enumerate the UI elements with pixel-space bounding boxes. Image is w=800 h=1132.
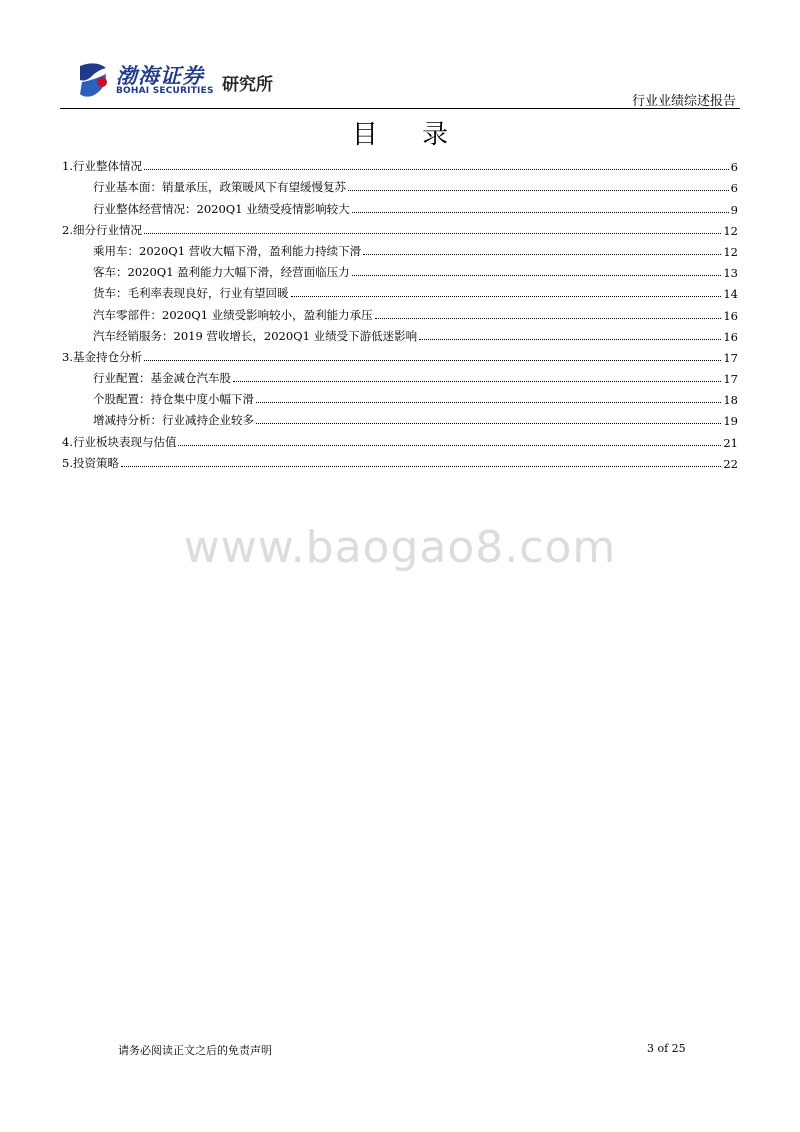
toc-subsection-entry[interactable] bbox=[62, 195, 738, 216]
toc-dot-leader bbox=[352, 212, 729, 213]
toc-page-number: 12 bbox=[723, 223, 738, 238]
toc-dot-leader bbox=[121, 466, 721, 467]
toc-entry-text: 增减持分析：行业减持企业较多 bbox=[93, 413, 254, 428]
toc-page-number: 12 bbox=[723, 244, 738, 259]
toc-section-entry[interactable] bbox=[62, 153, 738, 174]
toc-subsection-entry[interactable] bbox=[62, 238, 738, 259]
toc-dot-leader bbox=[348, 190, 729, 191]
toc-subsection-entry[interactable] bbox=[62, 174, 738, 195]
toc-entry-text: 客车：2020Q1 盈利能力大幅下滑，经营面临压力 bbox=[93, 265, 350, 280]
toc-page-number: 6 bbox=[730, 181, 738, 196]
toc-page-number: 18 bbox=[723, 393, 738, 408]
footer-page-number: 3 of 25 bbox=[647, 1042, 686, 1055]
header-divider bbox=[60, 108, 740, 109]
toc-subsection-entry[interactable] bbox=[62, 365, 738, 386]
toc-dot-leader bbox=[233, 381, 721, 382]
toc-entry-text: 货车：毛利率表现良好，行业有望回暖 bbox=[93, 286, 289, 301]
toc-dot-leader bbox=[419, 339, 721, 340]
toc-page-number: 19 bbox=[723, 414, 738, 429]
toc-subsection-entry[interactable] bbox=[62, 386, 738, 407]
toc-page-number: 22 bbox=[723, 456, 738, 471]
watermark: www.baogao8.com bbox=[183, 522, 617, 573]
toc-entry-text: 汽车经销服务：2019 营收增长，2020Q1 业绩受下游低迷影响 bbox=[93, 328, 418, 343]
toc-section-entry[interactable] bbox=[62, 344, 738, 365]
toc-page-number: 16 bbox=[723, 308, 738, 323]
toc-entry-text: 汽车零部件：2020Q1 业绩受影响较小，盈利能力承压 bbox=[93, 307, 373, 322]
toc-page-number: 13 bbox=[723, 266, 738, 281]
toc-dot-leader bbox=[256, 423, 721, 424]
toc-entry-text: 个股配置：持仓集中度小幅下滑 bbox=[93, 392, 254, 407]
toc-entry-text: 行业整体经营情况：2020Q1 业绩受疫情影响较大 bbox=[93, 201, 350, 216]
toc-dot-leader bbox=[178, 445, 721, 446]
institute-label: 研究所 bbox=[222, 75, 273, 95]
toc-dot-leader bbox=[256, 402, 721, 403]
toc-dot-leader bbox=[375, 318, 722, 319]
toc-entry-text: 4.行业板块表现与估值 bbox=[62, 434, 177, 449]
toc-page-number: 21 bbox=[723, 435, 738, 450]
toc-entry-text: 行业配置：基金减仓汽车股 bbox=[93, 371, 231, 386]
toc-dot-leader bbox=[363, 254, 721, 255]
toc-entry-text: 行业基本面：销量承压，政策暖风下有望缓慢复苏 bbox=[93, 180, 346, 195]
toc-entry-text: 乘用车：2020Q1 营收大幅下滑，盈利能力持续下滑 bbox=[93, 243, 362, 258]
toc-page-number: 17 bbox=[723, 350, 738, 365]
toc-subsection-entry[interactable] bbox=[62, 407, 738, 428]
toc-dot-leader bbox=[144, 169, 729, 170]
toc-page-number: 9 bbox=[730, 202, 738, 217]
toc-page-number: 14 bbox=[723, 287, 738, 302]
toc-entry-text: 3.基金持仓分析 bbox=[62, 349, 142, 364]
toc-dot-leader bbox=[144, 360, 721, 361]
toc-entry-text: 2.细分行业情况 bbox=[62, 222, 142, 237]
toc-page-number: 16 bbox=[723, 329, 738, 344]
report-header bbox=[72, 52, 740, 110]
toc-page-number: 17 bbox=[723, 372, 738, 387]
toc-entry-text: 1.行业整体情况 bbox=[62, 159, 142, 174]
footer-disclaimer: 请务必阅读正文之后的免责声明 bbox=[118, 1044, 272, 1057]
report-type-label: 行业业绩综述报告 bbox=[631, 94, 736, 109]
toc-entry-text: 5.投资策略 bbox=[62, 455, 119, 470]
toc-section-entry[interactable] bbox=[62, 450, 738, 471]
logo-english-name: BOHAI SECURITIES bbox=[116, 86, 214, 96]
toc-section-entry[interactable] bbox=[62, 428, 738, 449]
bohai-logo-icon bbox=[76, 60, 110, 100]
toc-page-number: 6 bbox=[730, 160, 738, 175]
table-of-contents bbox=[62, 153, 738, 471]
logo-chinese-name: 渤海证券 bbox=[116, 64, 204, 88]
toc-dot-leader bbox=[144, 233, 721, 234]
toc-section-entry[interactable] bbox=[62, 217, 738, 238]
toc-dot-leader bbox=[291, 296, 722, 297]
toc-subsection-entry[interactable] bbox=[62, 280, 738, 301]
toc-title: 目 录 bbox=[351, 120, 467, 150]
toc-subsection-entry[interactable] bbox=[62, 323, 738, 344]
toc-dot-leader bbox=[352, 275, 722, 276]
toc-subsection-entry[interactable] bbox=[62, 259, 738, 280]
toc-subsection-entry[interactable] bbox=[62, 301, 738, 322]
